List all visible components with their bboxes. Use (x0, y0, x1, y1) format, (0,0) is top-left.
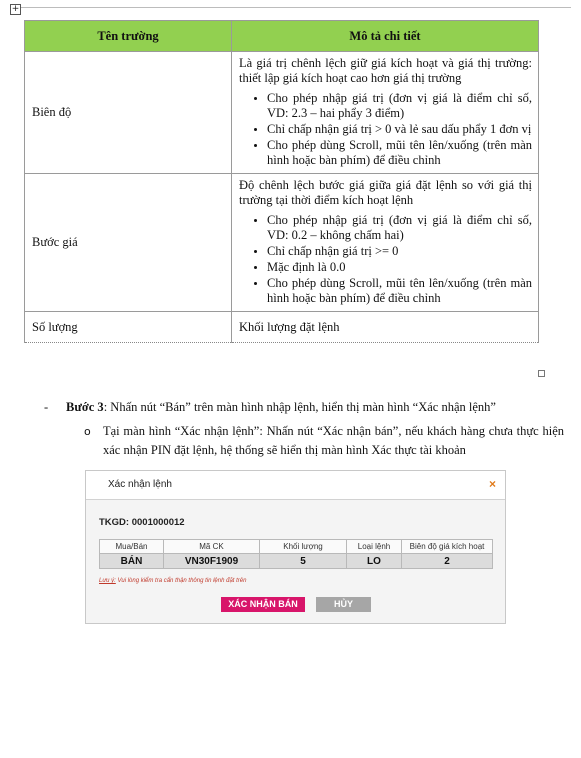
cancel-button[interactable]: HỦY (316, 597, 371, 612)
step-text: : Nhấn nút “Bán” trên màn hình nhập lệnh, hiển thị màn hình “Xác nhận lệnh” (103, 400, 496, 414)
description-bullets (239, 91, 532, 168)
value-trigger-range: 2 (402, 554, 493, 569)
step-section (44, 398, 564, 460)
field-description: Khối lượng đặt lệnh (232, 312, 539, 343)
field-name: Biên độ (25, 52, 232, 174)
value-quantity: 5 (260, 554, 347, 569)
value-buy-sell: BÁN (100, 554, 164, 569)
field-name: Số lượng (25, 312, 232, 343)
step-3-item (44, 398, 564, 417)
bullet-item: • Mặc định là 0.0 (267, 260, 532, 275)
bullet-item: • Cho phép nhập giá trị (đơn vị giá là điểm chỉ số, VD: 0.2 – không chấm hai) (267, 213, 532, 243)
col-trigger-range: Biên độ giá kích hoạt (402, 540, 493, 554)
confirm-sell-button[interactable]: XÁC NHẬN BÁN (221, 597, 305, 612)
substep-item (84, 422, 564, 460)
description-intro: Độ chênh lệch bước giá giữa giá đặt lệnh so với giá thị trường tại thời điểm kích hoạt lệnh (239, 178, 532, 207)
order-summary-table (99, 539, 493, 569)
value-order-type: LO (347, 554, 402, 569)
page-top-rule (10, 7, 571, 8)
table-row (25, 174, 539, 312)
bullet-item: • Cho phép dùng Scroll, mũi tên lên/xuống (trên màn hình hoặc bàn phím) để điều chỉnh (267, 276, 532, 306)
value-symbol: VN30F1909 (164, 554, 260, 569)
table-row (25, 312, 539, 343)
col-buy-sell: Mua/Bán (100, 540, 164, 554)
col-symbol: Mã CK (164, 540, 260, 554)
note-label: Lưu ý: (99, 578, 116, 584)
account-number: TKGD: 0001000012 (99, 517, 185, 528)
dash-bullet: - (44, 400, 49, 414)
confirm-order-dialog (85, 470, 506, 624)
table-row (25, 52, 539, 174)
bullet-item: • Cho phép dùng Scroll, mũi tên lên/xuống (trên màn hình hoặc bàn phím) để điều chỉnh (267, 138, 532, 168)
dialog-title: Xác nhận lệnh (108, 479, 172, 490)
table-move-handle-icon[interactable]: + (11, 4, 20, 14)
bullet-item: • Chỉ chấp nhận giá trị >= 0 (267, 244, 532, 259)
step-label: Bước 3 (66, 400, 104, 414)
circle-bullet: o (84, 425, 91, 438)
col-order-type: Loại lệnh (347, 540, 402, 554)
order-value-row (100, 554, 493, 569)
close-icon[interactable]: × (488, 477, 496, 491)
bullet-item: • Chỉ chấp nhận giá trị > 0 và lẻ sau dấu phẩy 1 đơn vị (267, 122, 532, 137)
field-name: Bước giá (25, 174, 232, 312)
warning-note (99, 578, 246, 584)
field-description-table (24, 20, 539, 343)
description-bullets (239, 213, 532, 306)
description-intro: Là giá trị chênh lệch giữ giá kích hoạt và giá thị trường: thiết lập giá kích hoạt cao hơn giá thị trường (239, 56, 532, 85)
field-description (232, 52, 539, 174)
header-field-name: Tên trường (25, 21, 232, 52)
table-header-row (25, 21, 539, 52)
note-text: Vui lòng kiểm tra cẩn thận thông tin lệnh đặt trên (115, 578, 247, 584)
col-quantity: Khối lượng (260, 540, 347, 554)
field-description (232, 174, 539, 312)
substep-text: Tại màn hình “Xác nhận lệnh”: Nhấn nút “Xác nhận bán”, nếu khách hàng chưa thực hiện xác nhận PIN đặt lệnh, hệ thống sẽ hiển thị màn hình Xác thực tài khoản (103, 424, 564, 457)
header-description: Mô tả chi tiết (232, 21, 539, 52)
table-resize-handle[interactable] (538, 370, 545, 377)
bullet-item: • Cho phép nhập giá trị (đơn vị giá là điểm chỉ số, VD: 2.3 – hai phẩy 3 điểm) (267, 91, 532, 121)
dialog-header (86, 471, 505, 500)
order-header-row (100, 540, 493, 554)
